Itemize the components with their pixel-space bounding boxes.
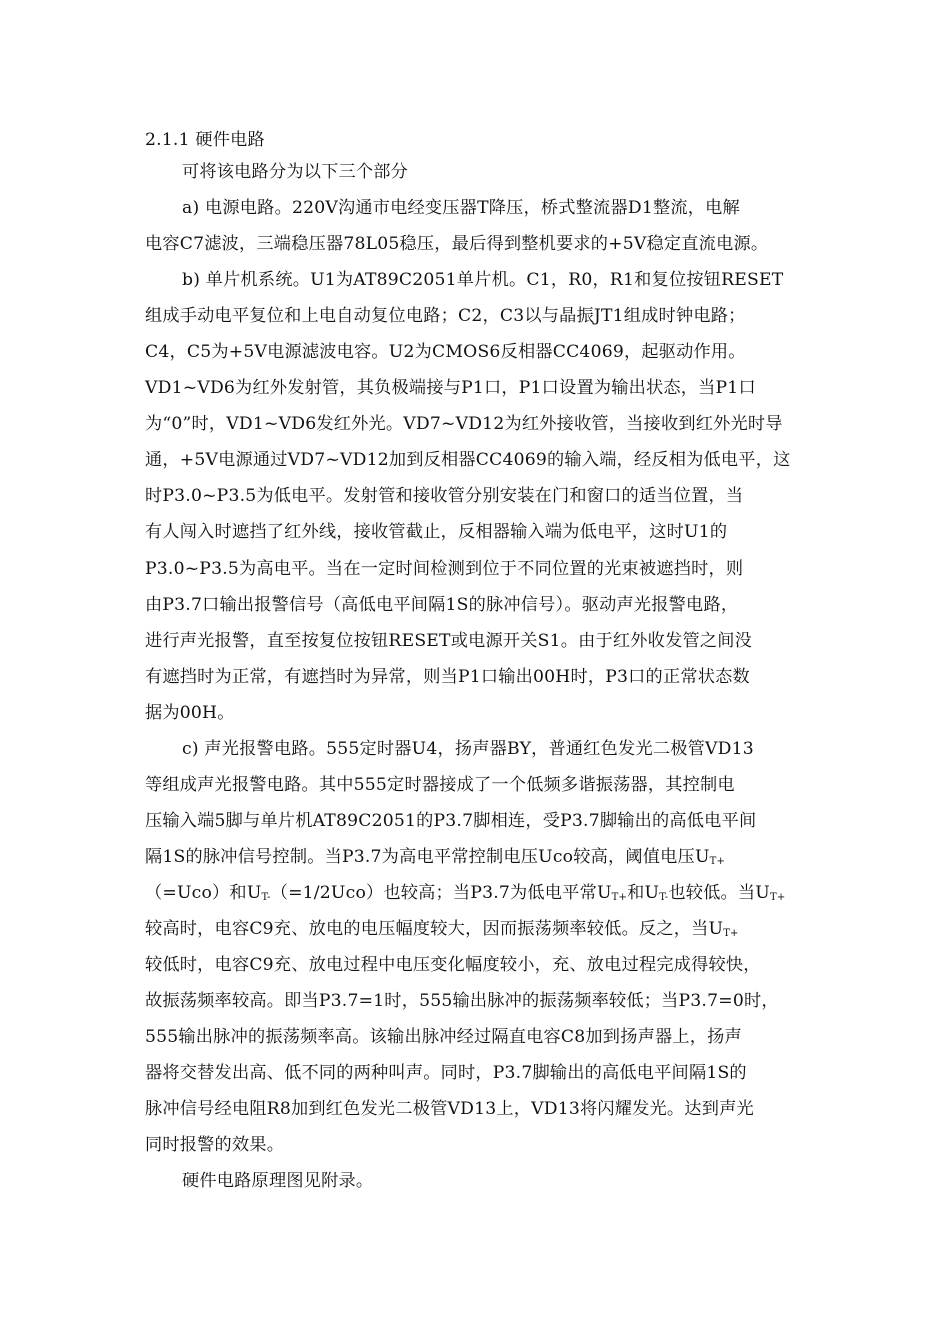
part-c-line-12: 同时报警的效果。 [145, 1135, 285, 1155]
part-c-line-5-text-d: 也较低。当U [668, 883, 770, 903]
part-b-line-2: 组成手动电平复位和上电自动复位电路；C2，C3以与晶振JT1组成时钟电路； [145, 306, 746, 326]
part-b-line-9: P3.0~P3.5为高电平。当在一定时间检测到位于不同位置的光束被遮挡时，则 [145, 559, 744, 579]
part-c-line-5-text-c: 和U [627, 883, 660, 903]
part-b-line-1: b) 单片机系统。U1为AT89C2051单片机。C1，R0，R1和复位按钮RESET [182, 270, 784, 290]
part-c-line-11: 脉冲信号经电阻R8加到红色发光二极管VD13上，VD13将闪耀发光。达到声光 [145, 1099, 754, 1119]
part-b-line-5: 为“0”时，VD1~VD6发红外光。VD7~VD12为红外接收管，当接收到红外光时导 [145, 414, 783, 434]
part-c-line-10: 器将交替发出高、低不同的两种叫声。同时，P3.7脚输出的高低电平间隔1S的 [145, 1063, 747, 1083]
part-c-line-2: 等组成声光报警电路。其中555定时器接成了一个低频多谐振荡器，其控制电 [145, 775, 735, 795]
part-c-line-3: 压输入端5脚与单片机AT89C2051的P3.7脚相连，受P3.7脚输出的高低电平间 [145, 811, 757, 831]
part-b-line-3: C4，C5为+5V电源滤波电容。U2为CMOS6反相器CC4069，起驱动作用。 [145, 342, 746, 362]
part-c-line-5-text-a: （=Uco）和U [145, 883, 262, 903]
part-c-line-6-text: 较高时，电容C9充、放电的电压幅度较大，因而振荡频率较低。反之，当U [145, 919, 724, 939]
part-c-line-9: 555输出脉冲的振荡频率高。该输出脉冲经过隔直电容C8加到扬声器上，扬声 [145, 1027, 742, 1047]
part-a-line-1: a) 电源电路。220V沟通市电经变压器T降压，桥式整流器D1整流，电解 [182, 198, 740, 218]
threshold-subscript: T- [261, 892, 271, 903]
part-b-line-6: 通，+5V电源通过VD7~VD12加到反相器CC4069的输入端，经反相为低电平，这 [145, 450, 791, 470]
threshold-subscript: T+ [723, 928, 739, 939]
threshold-subscript: T- [659, 892, 669, 903]
part-c-line-7: 较低时，电容C9充、放电过程中电压变化幅度较小，充、放电过程完成得较快， [145, 955, 761, 975]
part-c-line-5 [145, 881, 785, 910]
part-b-line-7: 时P3.0~P3.5为低电平。发射管和接收管分别安装在门和窗口的适当位置，当 [145, 486, 744, 506]
part-b-line-13: 据为00H。 [145, 703, 235, 723]
part-b-line-8: 有人闯入时遮挡了红外线，接收管截止，反相器输入端为低电平，这时U1的 [145, 522, 728, 542]
part-c-line-4-text: 隔1S的脉冲信号控制。当P3.7为高电平常控制电压Uco较高，阈值电压U [145, 847, 710, 867]
part-c-line-5-text-b: （=1/2Uco）也较高；当P3.7为低电平常U [270, 883, 612, 903]
part-b-line-4: VD1~VD6为红外发射管，其负极端接与P1口，P1口设置为输出状态，当P1口 [145, 378, 756, 398]
part-b-line-11: 进行声光报警，直至按复位按钮RESET或电源开关S1。由于红外收发管之间没 [145, 631, 753, 651]
closing-paragraph: 硬件电路原理图见附录。 [182, 1171, 374, 1191]
section-heading: 2.1.1 硬件电路 [145, 130, 265, 150]
part-c-line-1: c) 声光报警电路。555定时器U4，扬声器BY，普通红色发光二极管VD13 [182, 739, 754, 759]
part-a-line-2: 电容C7滤波，三端稳压器78L05稳压，最后得到整机要求的+5V稳定直流电源。 [145, 234, 769, 254]
part-c-line-4 [145, 845, 725, 874]
threshold-subscript: T+ [709, 856, 726, 867]
part-c-line-8: 故振荡频率较高。即当P3.7=1时，555输出脉冲的振荡频率较低；当P3.7=0时， [145, 991, 779, 1011]
part-b-line-12: 有遮挡时为正常，有遮挡时为异常，则当P1口输出00H时，P3口的正常状态数 [145, 667, 750, 687]
threshold-subscript: T+ [611, 892, 628, 903]
threshold-subscript: T+ [769, 892, 786, 903]
intro-paragraph: 可将该电路分为以下三个部分 [182, 162, 409, 182]
part-b-line-10: 由P3.7口输出报警信号（高低电平间隔1S的脉冲信号）。驱动声光报警电路， [145, 595, 739, 615]
part-c-line-6 [145, 917, 739, 946]
